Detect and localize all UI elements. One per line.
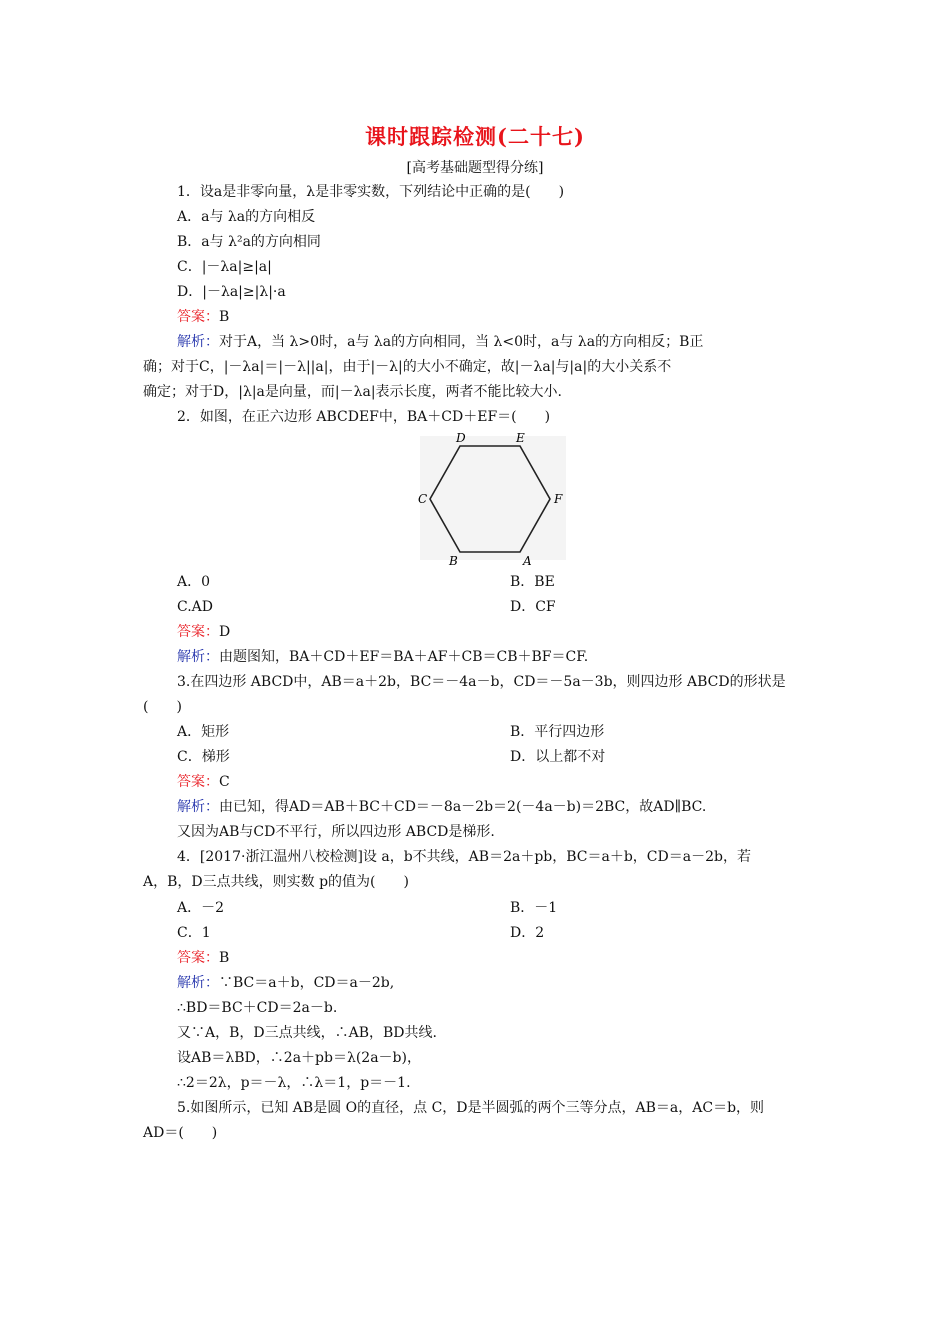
q5-stem-line-2: AD＝( ) [143,1125,218,1141]
q1-explanation-line-2: 确；对于C，|－λa|＝|－λ||a|，由于|－λ|的大小不确定，故|－λa|与|a|的大小关系不 [143,359,672,375]
q4-stem-line-1: 4．[2017·浙江温州八校检测]设 a，b不共线，AB＝2a＋pb，BC＝a＋b，CD＝a－2b，若 [177,849,751,865]
explanation-label: 解析： [177,649,219,665]
q1-answer [177,307,229,327]
hex-vertex-c: C [418,492,428,506]
answer-value: C [219,774,230,790]
hexagon-figure [412,428,572,568]
q4-explanation-line-4: 设AB＝λBD，∴2a＋pb＝λ(2a－b)， [177,1050,421,1066]
q4-option-b: B．－1 [510,900,558,916]
q4-option-a: A．－2 [177,900,225,916]
q1-option-a: A．a与 λa的方向相反 [177,209,316,225]
q4-explanation-line-3: 又∵A，B，D三点共线，∴AB，BD共线. [177,1025,437,1041]
q1-stem: 1．设a是非零向量，λ是非零实数，下列结论中正确的是( ) [177,184,565,200]
hex-vertex-b: B [449,554,458,568]
answer-label: 答案： [177,774,219,790]
q4-explanation-line-2: ∴BD＝BC＋CD＝2a－b. [177,1000,338,1016]
q1-option-c: C．|－λa|≥|a| [177,259,272,275]
q3-option-c: C．梯形 [177,749,230,765]
answer-value: D [219,624,231,640]
q1-explanation-line-3: 确定；对于D，|λ|a是向量，而|－λa|表示长度，两者不能比较大小. [143,384,562,400]
explanation-text: 对于A，当 λ>0时，a与 λa的方向相同，当 λ<0时，a与 λa的方向相反；B正 [219,334,704,350]
answer-value: B [219,950,230,966]
q2-option-b: B．BE [510,574,555,590]
explanation-text: 由题图知，BA＋CD＋EF＝BA＋AF＋CB＝CB＋BF＝CF. [219,649,589,665]
q4-option-c: C．1 [177,925,211,941]
hex-vertex-e: E [516,431,525,445]
q4-stem-line-2: A，B，D三点共线，则实数 p的值为( ) [143,874,409,890]
q1-option-d: D．|－λa|≥|λ|·a [177,284,286,300]
q3-explanation-line-1 [177,797,706,817]
q3-explanation-line-2: 又因为AB与CD不平行，所以四边形 ABCD是梯形. [177,824,495,840]
q3-option-a: A．矩形 [177,724,230,740]
q3-option-b: B．平行四边形 [510,724,605,740]
q2-explanation-line-1 [177,647,588,667]
answer-value: B [219,309,230,325]
hex-vertex-d: D [456,431,466,445]
page-title: 课时跟踪检测(二十七) [365,124,585,149]
hex-vertex-a: A [523,554,532,568]
q3-answer [177,772,230,792]
q3-option-d: D．以上都不对 [510,749,606,765]
q2-option-c: C.AD [177,599,213,615]
q1-explanation-line-1 [177,332,703,352]
q4-answer [177,948,229,968]
explanation-label: 解析： [177,975,219,991]
answer-label: 答案： [177,950,219,966]
hex-vertex-f: F [554,492,563,506]
q4-explanation-line-5: ∴2＝2λ，p＝－λ，∴λ＝1，p＝－1. [177,1075,411,1091]
page-subtitle: [高考基础题型得分练] [406,160,544,176]
answer-label: 答案： [177,309,219,325]
explanation-label: 解析： [177,799,219,815]
q2-answer [177,622,230,642]
q4-option-d: D．2 [510,925,545,941]
q1-option-b: B．a与 λ²a的方向相同 [177,234,321,250]
q4-explanation-line-1 [177,973,394,993]
answer-label: 答案： [177,624,219,640]
q3-stem-line-2: ( ) [143,699,182,715]
figure-background [420,436,566,560]
q3-stem-line-1: 3.在四边形 ABCD中，AB＝a＋2b，BC＝－4a－b，CD＝－5a－3b，则四边形 ABCD的形状是 [177,674,786,690]
explanation-text: ∵BC＝a＋b，CD＝a－2b, [219,975,395,991]
q2-option-d: D．CF [510,599,556,615]
q5-stem-line-1: 5.如图所示，已知 AB是圆 O的直径，点 C，D是半圆弧的两个三等分点，AB＝a，AC＝b，则 [177,1100,765,1116]
q2-stem: 2．如图，在正六边形 ABCDEF中，BA＋CD＋EF＝( ) [177,409,551,425]
q2-option-a: A．0 [177,574,211,590]
explanation-label: 解析： [177,334,219,350]
explanation-text: 由已知，得AD＝AB＋BC＋CD＝－8a－2b＝2(－4a－b)＝2BC，故AD∥BC. [219,799,707,815]
